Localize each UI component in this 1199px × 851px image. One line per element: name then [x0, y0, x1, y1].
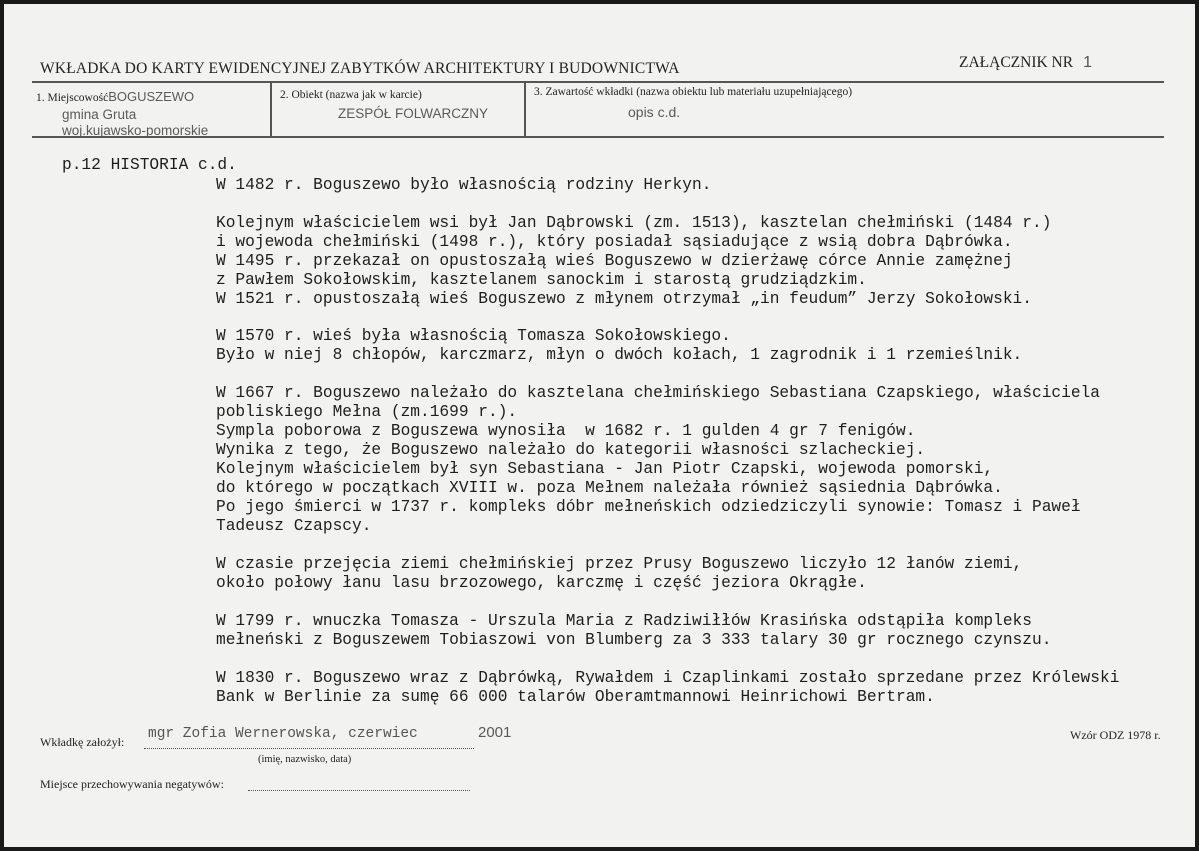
object-value: ZESPÓŁ FOLWARCZNY: [338, 106, 489, 121]
body-line: i wojewoda chełmiński (1498 r.), który posiadał sąsiadujące z wsią dobra Dąbrówka.: [216, 233, 1013, 251]
body-line: W 1482 r. Boguszewo było własnością rodziny Herkyn.: [216, 176, 712, 194]
author-label: Wkładkę założył:: [40, 735, 125, 749]
body-line: Bank w Berlinie za sumę 66 000 talarów Oberamtmannowi Heinrichowi Bertram.: [216, 688, 935, 706]
body-line: W czasie przejęcia ziemi chełmińskiej przez Prusy Boguszewo liczyło 12 łanów ziemi,: [216, 555, 1023, 573]
locality-cell: [36, 89, 194, 104]
body-line: pobliskiego Mełna (zm.1699 r.).: [216, 403, 518, 421]
author-hint: (imię, nazwisko, data): [258, 754, 352, 765]
body-line: Wynika z tego, że Boguszewo należało do kategorii własności szlacheckiej.: [216, 441, 926, 459]
author-value: mgr Zofia Wernerowska, czerwiec: [148, 726, 418, 742]
body-line: około połowy łanu lasu brzozowego, karczmę i część jeziora Okrągłe.: [216, 574, 867, 592]
section-heading: p.12 HISTORIA c.d.: [62, 156, 237, 174]
author-line: [144, 748, 474, 749]
body-line: W 1495 r. przekazał on opustoszałą wieś Boguszewo w dzierżawę córce Annie zamężnej: [216, 252, 1013, 270]
header-top-rule: [32, 81, 1164, 83]
form-title: WKŁADKA DO KARTY EWIDENCYJNEJ ZABYTKÓW ARCHITEKTURY I BUDOWNICTWA: [40, 60, 680, 77]
annex-number: 1: [1083, 54, 1092, 71]
author-year: 2001: [478, 724, 512, 741]
body-line: mełneński z Boguszewem Tobiaszowi von Blumberg za 3 333 talary 30 gr rocznego czynszu.: [216, 631, 1052, 649]
commune-value: gmina Gruta: [62, 107, 137, 122]
body-line: W 1799 r. wnuczka Tomasza - Urszula Maria z Radziwiłłów Krasińska odstąpiła kompleks: [216, 612, 1032, 630]
body-line: Sympla poborowa z Boguszewa wynosiła w 1682 r. 1 gulden 4 gr 7 fenigów.: [216, 422, 916, 440]
body-line: W 1830 r. Boguszewo wraz z Dąbrówką, Rywałdem i Czaplinkami zostało sprzedane przez Królewski: [216, 669, 1120, 687]
voivodeship-value: woj.kujawsko-pomorskie: [62, 123, 209, 138]
cell-divider-1: [270, 81, 272, 137]
negatives-label: Miejsce przechowywania negatywów:: [40, 777, 224, 791]
locality-label: 1. Miejscowość: [36, 92, 109, 104]
body-line: Kolejnym właścicielem wsi był Jan Dąbrowski (zm. 1513), kasztelan chełmiński (1484 r.): [216, 214, 1052, 232]
body-line: z Pawłem Sokołowskim, kasztelanem sanockim i starostą grudziądzkim.: [216, 271, 867, 289]
annex-label: ZAŁĄCZNIK NR: [959, 54, 1074, 71]
annex-label-block: [959, 54, 1092, 72]
body-line: Było w niej 8 chłopów, karczmarz, młyn o dwóch kołach, 1 zagrodnik i 1 rzemieślnik.: [216, 346, 1023, 364]
locality-value: BOGUSZEWO: [108, 89, 195, 104]
content-value: opis c.d.: [628, 104, 681, 120]
body-line: W 1667 r. Boguszewo należało do kasztelana chełmińskiego Sebastiana Czapskiego, właściciela: [216, 384, 1100, 402]
body-line: Kolejnym właścicielem był syn Sebastiana - Jan Piotr Czapski, wojewoda pomorski,: [216, 460, 994, 478]
negatives-line: [248, 790, 470, 791]
form-sheet: [4, 4, 1195, 847]
object-label: 2. Obiekt (nazwa jak w karcie): [280, 89, 422, 101]
body-line: W 1570 r. wieś była własnością Tomasza Sokołowskiego.: [216, 327, 731, 345]
body-line: W 1521 r. opustoszałą wieś Boguszewo z młynem otrzymał „in feudum” Jerzy Sokołowski.: [216, 290, 1032, 308]
form-code: Wzór ODZ 1978 r.: [1070, 728, 1161, 742]
body-line: Tadeusz Czapscy.: [216, 517, 372, 535]
body-line: Po jego śmierci w 1737 r. kompleks dóbr mełneńskich odziedziczyli synowie: Tomasz i Paweł: [216, 498, 1081, 516]
content-label: 3. Zawartość wkładki (nazwa obiektu lub materiału uzupełniającego): [534, 86, 853, 98]
body-line: do którego w początkach XVIII w. poza Mełnem należała również sąsiednia Dąbrówka.: [216, 479, 1003, 497]
cell-divider-2: [524, 81, 526, 137]
